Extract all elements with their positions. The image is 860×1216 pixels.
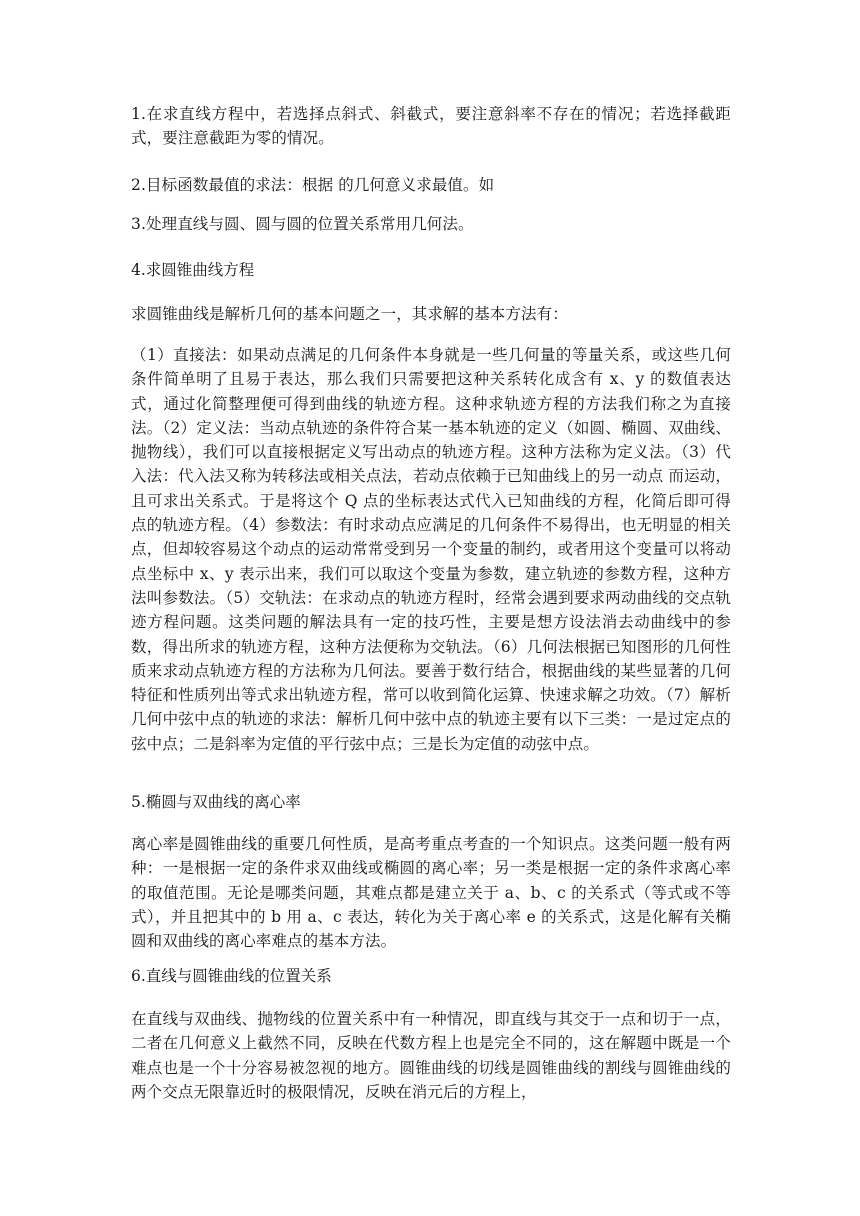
- paragraph-conic-intro: 求圆锥曲线是解析几何的基本问题之一，其求解的基本方法有：: [131, 305, 568, 323]
- heading-conic-equation: 4.求圆锥曲线方程: [131, 261, 255, 279]
- heading-line-conic-position: 6.直线与圆锥曲线的位置关系: [131, 967, 332, 985]
- paragraph-conic-methods: （1）直接法：如果动点满足的几何条件本身就是一些几何量的等量关系，或这些几何条件简单明了且易于表达，那么我们只需要把这种关系转化成含有 x、y 的数值表达式，通过化简整理便可得到曲线的轨迹方程。这种求轨迹方程的方法我们称之为直接法。（2）定义法：当动点轨迹的条件符合某一基本轨迹的定义（如圆、椭圆、双曲线、抛物线），我们可以直接根据定义写出动点的轨迹方程。这种方法称为定义法。（3）代入法：代入法又称为转移法或相关点法，若动点依赖于已知曲线上的另一动点 而运动，且可求出关系式。于是将这个 Q 点的坐标表达式代入已知曲线的方程，化简后即可得点的轨迹方程。（4）参数法：有时求动点应满足的几何条件不易得出，也无明显的相关点，但却较容易这个动点的运动常常受到另一个变量的制约，或者用这个变量可以将动点坐标中 x、y 表示出来，我们可以取这个变量为参数，建立轨迹的参数方程，这种方法叫参数法。（5）交轨法：在求动点的轨迹方程时，经常会遇到要求两动曲线的交点轨迹方程问题。这类问题的解法具有一定的技巧性，主要是想方设法消去动曲线中的参数，得出所求的轨迹方程，这种方法便称为交轨法。（6）几何法根据已知图形的几何性质来求动点轨迹方程的方法称为几何法。要善于数行结合，根据曲线的某些显著的几何特征和性质列出等式求出轨迹方程，常可以收到简化运算、快速求解之功效。（7）解析几何中弦中点的轨迹的求法：解析几何中弦中点的轨迹主要有以下三类：一是过定点的弦中点；二是斜率为定值的平行弦中点；三是长为定值的动弦中点。: [131, 346, 731, 753]
- paragraph-eccentricity: 离心率是圆锥曲线的重要几何性质，是高考重点考查的一个知识点。这类问题一般有两种：一是根据一定的条件求双曲线或椭圆的离心率；另一类是根据一定的条件求离心率的取值范围。无论是哪类问题，其难点都是建立关于 a、b、c 的关系式（等式或不等式），并且把其中的 b 用 a、c 表达，转化为关于离心率 e 的关系式，这是化解有关椭圆和双曲线的离心率难点的基本方法。: [131, 835, 731, 951]
- heading-eccentricity: 5.椭圆与双曲线的离心率: [131, 793, 301, 811]
- paragraph-circle-position: 3.处理直线与圆、圆与圆的位置关系常用几何法。: [131, 215, 474, 233]
- paragraph-objective-function: 2.目标函数最值的求法：根据 的几何意义求最值。如: [131, 176, 495, 194]
- paragraph-slope-form: 1.在求直线方程中，若选择点斜式、斜截式，要注意斜率不存在的情况；若选择截距式，要注意截距为零的情况。: [131, 105, 731, 148]
- paragraph-line-conic-position: 在直线与双曲线、抛物线的位置关系中有一种情况，即直线与其交于一点和切于一点，二者在几何意义上截然不同，反映在代数方程上也是完全不同的，这在解题中既是一个难点也是一个十分容易被忽视的地方。圆锥曲线的切线是圆锥曲线的割线与圆锥曲线的两个交点无限靠近时的极限情况，反映在消元后的方程上，: [131, 1010, 731, 1101]
